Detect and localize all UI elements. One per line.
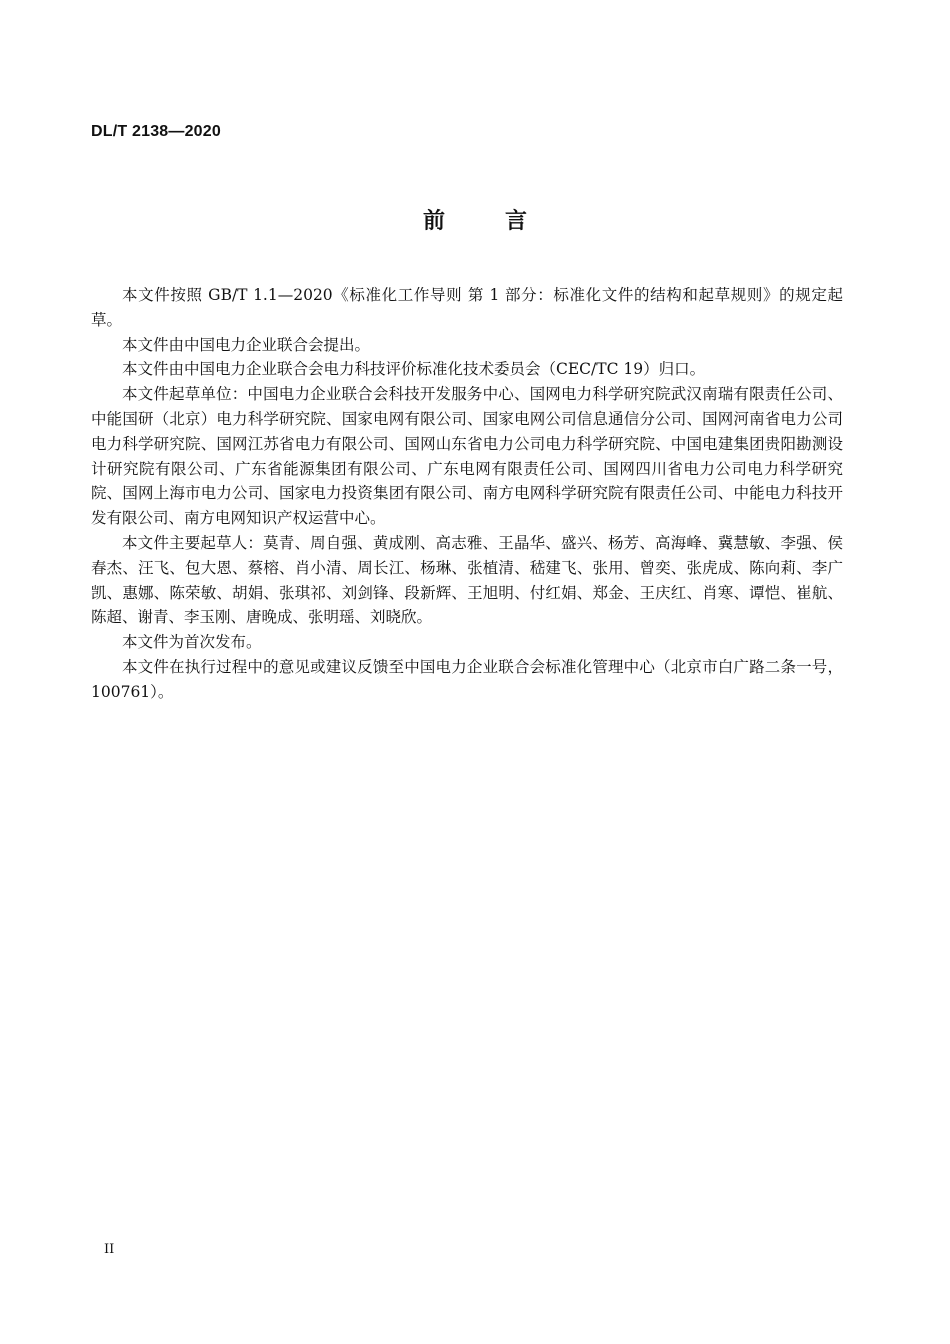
page-number: II (104, 1242, 115, 1257)
foreword-body (91, 283, 843, 705)
paragraph-drafting-rules: 本文件按照 GB/T 1.1—2020《标准化工作导则 第 1 部分：标准化文件的结构和起草规则》的规定起草。 (91, 286, 843, 329)
paragraph-proposer: 本文件由中国电力企业联合会提出。 (122, 335, 371, 354)
paragraph-drafters: 本文件主要起草人：莫青、周自强、黄成刚、高志雅、王晶华、盛兴、杨芳、高海峰、冀慧敏、李强、侯春杰、汪飞、包大恩、蔡榕、肖小清、周长江、杨琳、张植清、嵇建飞、张用、曾奕、张虎成、陈向莉、李广凯、惠娜、陈荣敏、胡娟、张琪祁、刘剑锋、段新辉、王旭明、付红娟、郑金、王庆红、肖寒、谭恺、崔航、陈超、谢青、李玉刚、唐晚成、张明瑶、刘晓欣。 (91, 533, 843, 627)
paragraph-feedback: 本文件在执行过程中的意见或建议反馈至中国电力企业联合会标准化管理中心（北京市白广路二条一号，100761）。 (91, 657, 843, 701)
document-code: DL/T 2138—2020 (91, 123, 221, 140)
paragraph-first-release: 本文件为首次发布。 (122, 633, 262, 652)
page-title: 前言 (422, 209, 587, 234)
paragraph-committee: 本文件由中国电力企业联合会电力科技评价标准化技术委员会（CEC/TC 19）归口。 (122, 360, 706, 379)
paragraph-drafting-units: 本文件起草单位：中国电力企业联合会科技开发服务中心、国网电力科学研究院武汉南瑞有限责任公司、中能国研（北京）电力科学研究院、国家电网有限公司、国家电网公司信息通信分公司、国网河南省电力公司电力科学研究院、国网江苏省电力有限公司、国网山东省电力公司电力科学研究院、中国电建集团贵阳勘测设计研究院有限公司、广东省能源集团有限公司、广东电网有限责任公司、国网四川省电力公司电力科学研究院、国网上海市电力公司、国家电力投资集团有限公司、南方电网科学研究院有限责任公司、中能电力科技开发有限公司、南方电网知识产权运营中心。 (91, 385, 843, 528)
